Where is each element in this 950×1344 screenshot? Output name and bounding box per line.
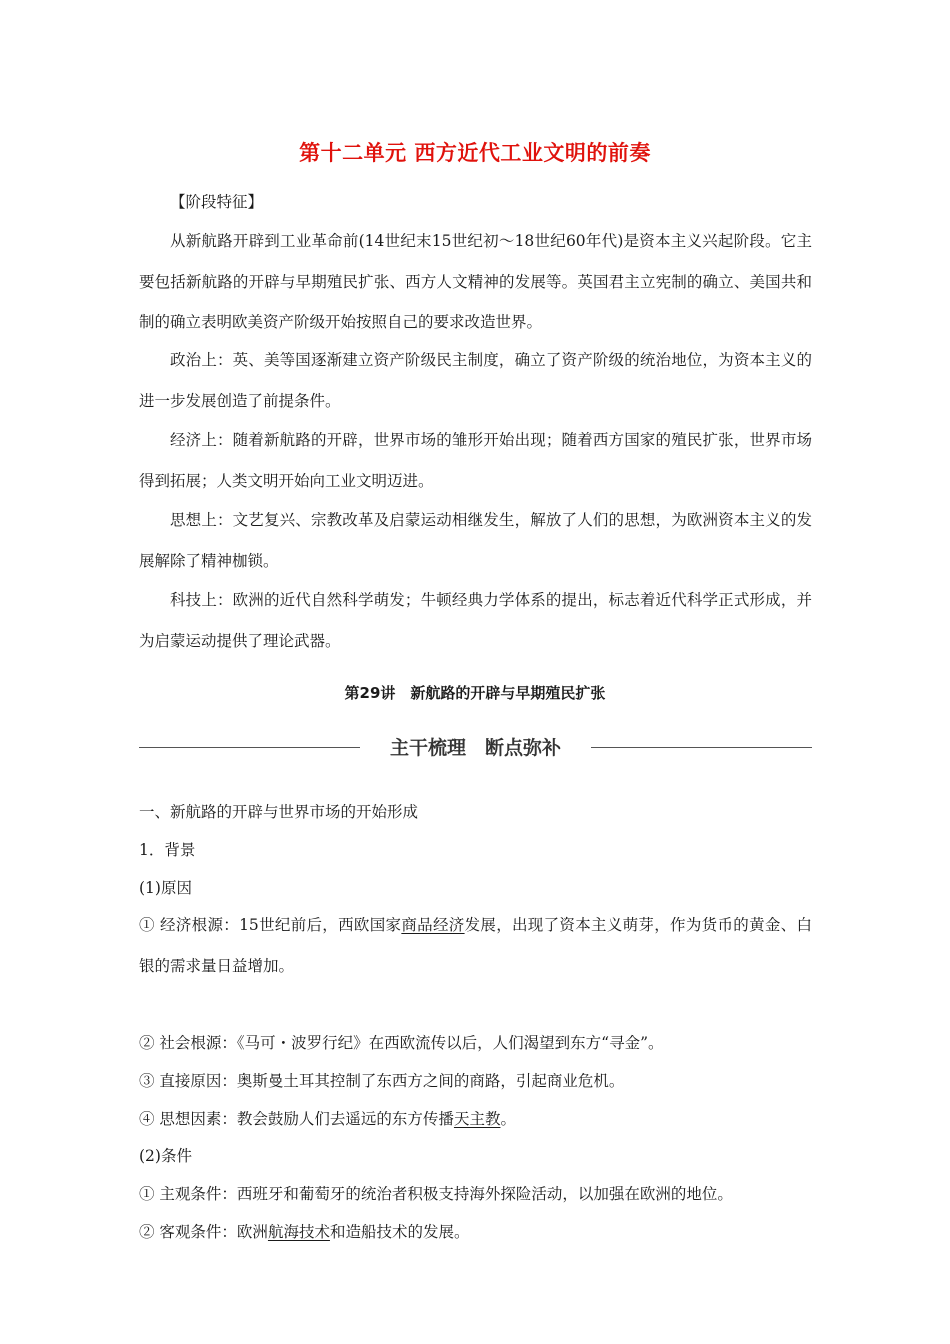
underlined-term: 商品经济	[401, 916, 465, 934]
outline-item-objective-condition	[139, 1212, 812, 1253]
outline-item-ideological-factor	[139, 1099, 812, 1140]
outline-item-economic-root	[139, 905, 812, 986]
politics-paragraph: 政治上：英、美等国逐渐建立资产阶级民主制度，确立了资产阶级的统治地位，为资本主义的进一步发展创造了前提条件。	[139, 351, 812, 410]
underlined-term: 航海技术	[267, 1223, 330, 1241]
item-text: 发展，出现了资本主义萌芽，作为货币的黄金、白银的需求量日益增加。	[139, 916, 812, 975]
outline-item-social-root: ② 社会根源：《马可・波罗行纪》在西欧流传以后，人们渴望到东方“寻金”。	[139, 1034, 664, 1052]
science-paragraph: 科技上：欧洲的近代自然科学萌发；牛顿经典力学体系的提出，标志着近代科学正式形成，并为启蒙运动提供了理论武器。	[139, 591, 812, 650]
banner-rule-right	[591, 747, 812, 748]
banner-text: 主干梳理 断点弥补	[389, 737, 561, 759]
section-banner	[139, 732, 812, 764]
item-text: ① 经济根源：15世纪前后，西欧国家	[139, 916, 402, 934]
thought-paragraph: 思想上：文艺复兴、宗教改革及启蒙运动相继发生，解放了人们的思想，为欧洲资本主义的发展解除了精神枷锁。	[139, 511, 812, 570]
outline-sub-causes: (1)原因	[139, 879, 192, 897]
intro-paragraph: 从新航路开辟到工业革命前(14世纪末15世纪初～18世纪60年代)是资本主义兴起阶段。它主要包括新航路的开辟与早期殖民扩张、西方人文精神的发展等。英国君主立宪制的确立、美国共和制的确立表明欧美资产阶级开始按照自己的要求改造世界。	[139, 232, 812, 331]
outline-sub-conditions: (2)条件	[139, 1147, 192, 1165]
outline-heading-1: 一、新航路的开辟与世界市场的开始形成	[139, 803, 419, 821]
outline-item-direct-cause: ③ 直接原因：奥斯曼土耳其控制了东西方之间的商路，引起商业危机。	[139, 1072, 625, 1090]
item-text: 。	[500, 1110, 516, 1128]
item-text: ② 客观条件：欧洲	[139, 1223, 268, 1241]
outline-item-subjective-condition: ① 主观条件：西班牙和葡萄牙的统治者积极支持海外探险活动，以加强在欧洲的地位。	[139, 1185, 733, 1203]
unit-title: 第十二单元 西方近代工业文明的前奏	[299, 141, 651, 165]
lecture-title: 第29讲 新航路的开辟与早期殖民扩张	[344, 684, 606, 702]
economy-paragraph: 经济上：随着新航路的开辟，世界市场的雏形开始出现；随着西方国家的殖民扩张，世界市场得到拓展；人类文明开始向工业文明迈进。	[139, 431, 812, 490]
outline-heading-2: 1．背景	[139, 841, 196, 859]
item-text: ④ 思想因素：教会鼓励人们去遥远的东方传播	[139, 1110, 454, 1128]
underlined-term: 天主教	[453, 1110, 501, 1128]
item-text: 和造船技术的发展。	[329, 1223, 470, 1241]
stage-features-label: 【阶段特征】	[170, 193, 264, 211]
